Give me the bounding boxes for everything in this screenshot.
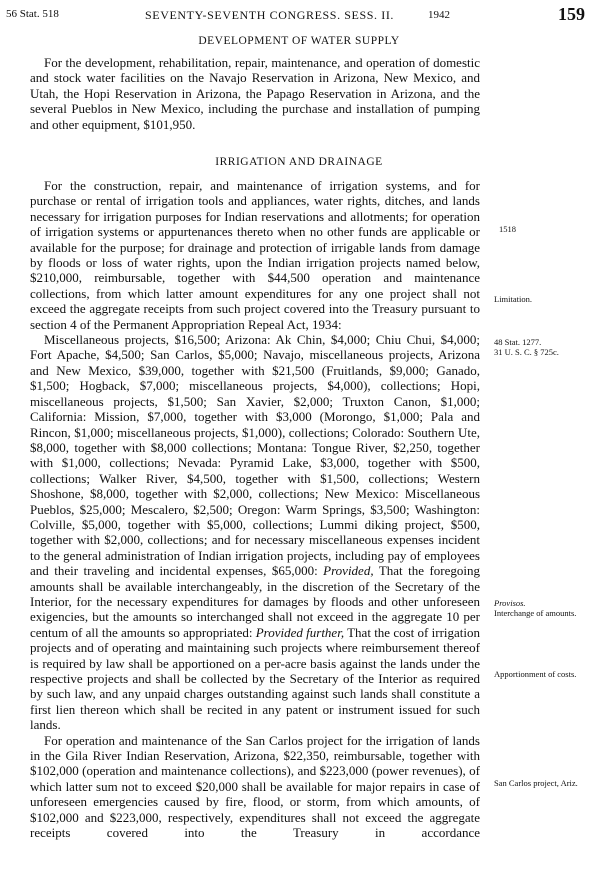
margin-note-provisos <box>494 598 594 618</box>
session-year: 1942 <box>428 9 450 21</box>
irrigation-body <box>30 178 480 840</box>
running-header: SEVENTY-SEVENTH CONGRESS. SESS. II. <box>145 8 395 22</box>
statute-reference: 56 Stat. 518 <box>6 8 59 20</box>
margin-page-ref: 1518 <box>499 224 516 234</box>
water-supply-paragraph <box>30 55 480 132</box>
proviso-text-1: That the foregoing amounts shall be available interchangeably, in the discretion of the Secretary of the Interior, for the necessary expenditures for damages by floods and other unforeseen exigencies, but the amounts so interchanged shall not exceed in the aggregate 10 per centum of all the amounts so appropriated: <box>30 563 480 640</box>
page-number: 159 <box>558 4 585 24</box>
margin-note-citation <box>494 337 594 357</box>
proviso-label-2: Provided further, <box>255 624 345 640</box>
irrigation-paragraph-1: For the construction, repair, and maintenance of irrigation systems, and for purchase or rental of irrigation tools and appliances, water rights, ditches, and lands necessary for irrigation purposes for Indian reservations and allotments; for operation of irrigation systems or appurtenances thereto when no other funds are applicable or available for the purpose; for drainage and protection of irrigable lands from damage by floods or loss of water rights, upon the Indian irrigation projects named below, $210,000, reimbursable, together with $44,500 operation and maintenance collections, from which latter amount expenditures for any one project shall not exceed the aggregate receipts from such project covered into the Treasury pursuant to section 4 of the Permanent Appropriation Repeal Act, 1934: <box>30 178 480 332</box>
water-supply-text: For the development, rehabilitation, repair, maintenance, and operation of domestic and stock water facilities on the Navajo Reservation in Arizona, New Mexico, and Utah, the Hopi Reservation in Arizona, the Papago Reservation in Arizona, and the several Pueblos in New Mexico, including the purchase and installation of pumping and other equipment, $101,950. <box>30 55 480 132</box>
citation-line-1: 48 Stat. 1277. <box>494 337 542 347</box>
section-heading-water-supply: DEVELOPMENT OF WATER SUPPLY <box>198 35 400 47</box>
provisos-label: Provisos. <box>494 598 526 608</box>
margin-note-limitation: Limitation. <box>494 294 533 304</box>
projects-list-text: Miscellaneous projects, $16,500; Arizona: Ak Chin, $4,000; Chiu Chui, $4,000; Fort Apache, $4,500; San Carlos, $5,000; Navajo, miscellaneous projects, Arizona and New Mexico, $39,000, together with $21,500 (Fruitlands, $9,000; Ganado, $1,500; Hogback, $7,000; miscellaneous projects, $4,000), collections; Hopi, miscellaneous projects, $1,500; San Xavier, $2,000; Truxton Canon, $1,000; California: Mission, $7,000, together with $3,000 (Morongo, $1,000; Pala and Rincon, $1,000; miscellaneous projects, $1,000), collections; Colorado: Southern Ute, $8,000, together with $8,000 collections; Montana: Tongue River, $2,250, together with $1,000, collections; Nevada: Pyramid Lake, $3,000, together with $500, collections; Walker River, $4,500, together with $1,500, collections; Western Shoshone, $8,000, together with $2,000, collections; New Mexico: Miscellaneous Pueblos, $25,000; Mescalero, $2,500; Oregon: Warm Springs, $3,500; Washington: Colville, $5,000, together with $5,000, collections; Lummi diking project, $500, together with $2,000, collections; and for necessary miscellaneous expenses incident to the general administration of Indian irrigation projects, including pay of employees and their traveling and incidental expenses, $65,000: <box>30 332 480 579</box>
proviso-text-2: That the cost of irrigation projects and of operating and maintaining such projects where reimbursement thereof is required by law shall be apportioned on a per-acre basis against the lands under the respective projects and shall be collected by the Secretary of the Interior as required by such law, and any unpaid charges outstanding against such lands shall constitute a first lien thereon which shall be recited in any patent or instrument issued for such lands. <box>30 624 481 733</box>
margin-note-san-carlos: San Carlos project, Ariz. <box>494 778 578 788</box>
section-heading-irrigation: IRRIGATION AND DRAINAGE <box>215 156 383 168</box>
san-carlos-paragraph: For operation and maintenance of the San Carlos project for the irrigation of lands in the Gila River Indian Reservation, Arizona, $22,350, reimbursable, together with $102,000 (operation and maintenance collections), and $223,000 (power revenues), of which latter sum not to exceed $20,000 shall be available for major repairs in case of unforeseen emergencies caused by fire, flood, or storm, from which amounts, of $102,000 and $223,000, respectively, expenditures shall not exceed the aggregate receipts covered into the Treasury in accordance <box>30 732 480 841</box>
irrigation-paragraph-2 <box>30 332 480 733</box>
margin-note-apportionment: Apportionment of costs. <box>494 669 577 679</box>
interchange-note: Interchange of amounts. <box>494 608 577 618</box>
citation-line-2: 31 U. S. C. § 725c. <box>494 347 559 357</box>
proviso-label-1: Provided, <box>323 563 374 579</box>
